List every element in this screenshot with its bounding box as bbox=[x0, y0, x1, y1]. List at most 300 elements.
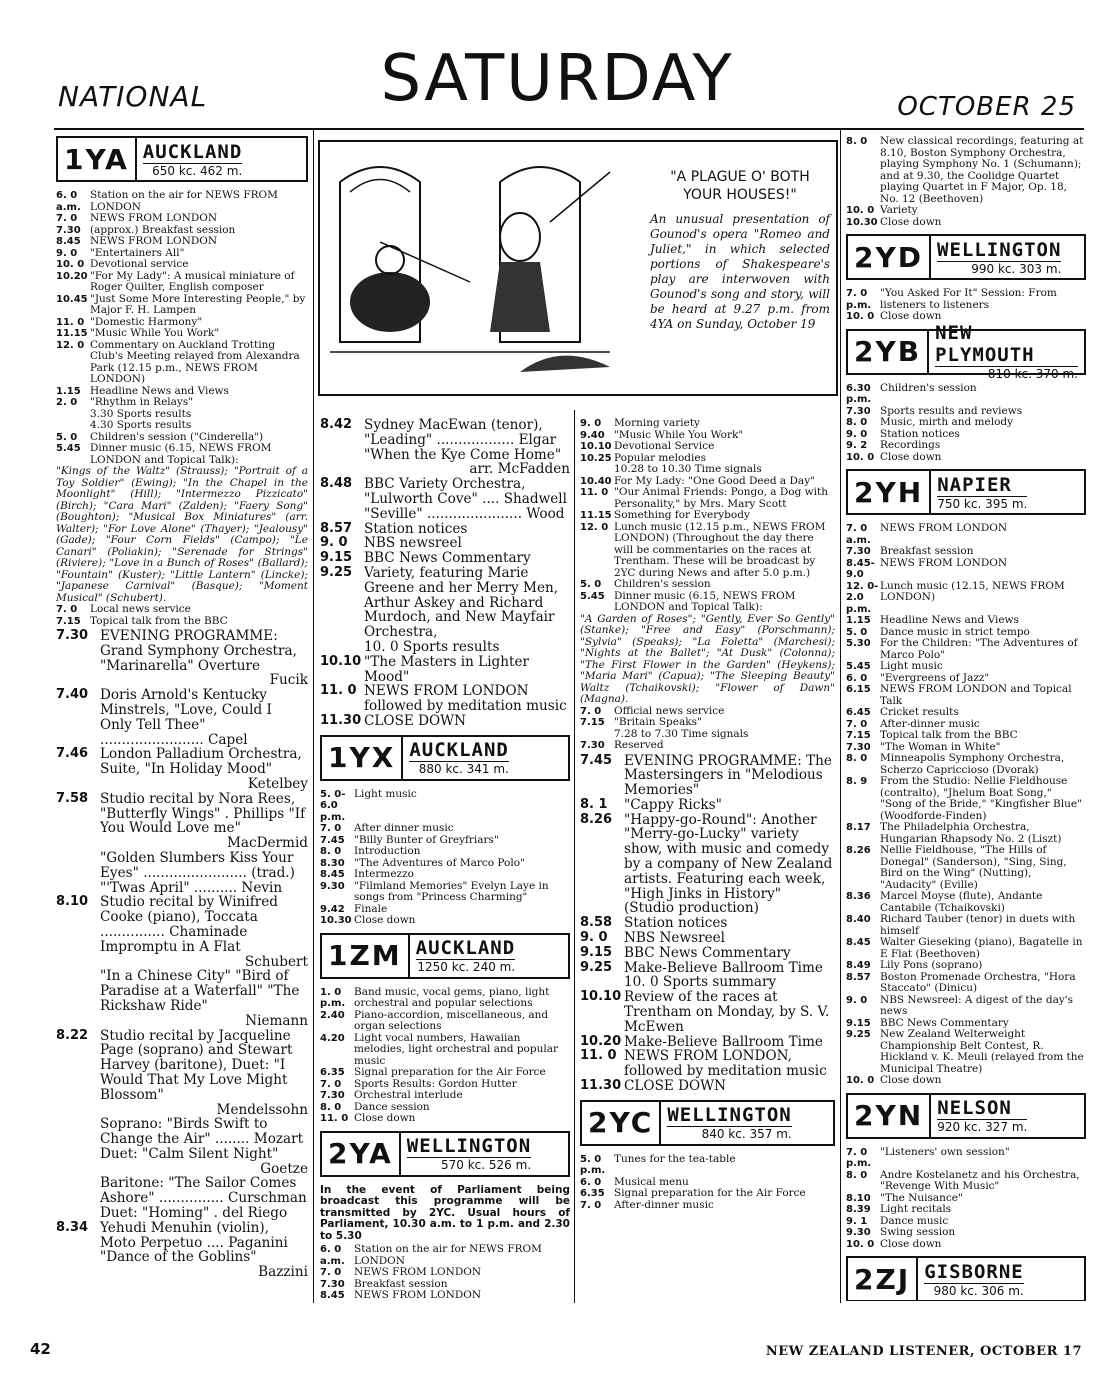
entry-description: Local news service bbox=[90, 603, 191, 615]
entry-time: 9.25 bbox=[846, 1029, 871, 1040]
entry-description: New Zealand Welterweight Championship Belt Contest, R. Hickland v. K. Meuli (relayed from the Municipal Theatre) bbox=[880, 1028, 1084, 1075]
entry-description: Close down bbox=[354, 1112, 416, 1125]
entry-description: CLOSE DOWN bbox=[364, 712, 467, 729]
schedule-entry bbox=[56, 443, 308, 466]
schedule-entry bbox=[56, 259, 308, 271]
station-city: GISBORNE bbox=[924, 1260, 1024, 1283]
entry-description: Close down bbox=[880, 215, 942, 228]
entry-time: 8.10 bbox=[846, 1192, 871, 1204]
entry-description: "Happy-go-Round": Another "Merry-go-Lucky" variety show, with music and comedy by a company of New Zealand artists. Featuring each week, "High Jinks in History" (Studio production) bbox=[624, 811, 833, 917]
entry-description: Topical talk from the BBC bbox=[90, 614, 228, 627]
schedule-entry bbox=[56, 792, 308, 836]
schedule-entry bbox=[846, 995, 1086, 1018]
schedule-entry bbox=[320, 551, 570, 566]
entry-description: Popular melodies bbox=[614, 451, 706, 464]
schedule-entry bbox=[580, 418, 835, 430]
entry-description: "Music While You Work" bbox=[614, 428, 744, 441]
entry-description: "Rhythm in Relays" bbox=[90, 396, 194, 408]
promo-text bbox=[650, 168, 830, 332]
schedule-entry bbox=[320, 684, 570, 714]
entry-time: 9.15 bbox=[320, 550, 353, 566]
entry-time: 9. 2 bbox=[846, 440, 868, 451]
entry-time: 9. 0 bbox=[846, 428, 868, 440]
entry-description: BBC News Commentary bbox=[880, 1016, 1009, 1029]
entry-description: For My Lady: "One Good Deed a Day" bbox=[614, 474, 815, 487]
column-4 bbox=[846, 136, 1086, 1301]
schedule-entry bbox=[846, 753, 1086, 776]
entry-time: 2. 0 bbox=[56, 397, 78, 408]
station-frequency: 750 kc. 395 m. bbox=[937, 496, 1028, 511]
schedule-entry bbox=[56, 397, 308, 409]
entry-time: 6.15 bbox=[846, 684, 871, 695]
entry-description: Lily Pons (soprano) bbox=[880, 959, 983, 971]
station-logo: 2YD bbox=[848, 236, 931, 278]
entry-description: NEWS FROM LONDON bbox=[90, 235, 218, 247]
entry-time: 8.57 bbox=[846, 971, 871, 983]
entry-time: 10.20 bbox=[56, 270, 88, 282]
entry-description: NBS Newsreel: A digest of the day's news bbox=[880, 993, 1074, 1017]
station-header-2ya bbox=[320, 1131, 570, 1177]
entry-time: 10.10 bbox=[580, 989, 622, 1005]
entry-description: Headline News and Views bbox=[880, 614, 1019, 626]
entry-description: Intermezzo bbox=[354, 868, 414, 881]
entry-composer: Goetze bbox=[260, 1160, 308, 1177]
entry-time: 10.10 bbox=[320, 653, 362, 669]
schedule-entry bbox=[846, 1227, 1086, 1239]
entry-description: "The Nuisance" bbox=[880, 1191, 963, 1204]
entry-description: Children's session bbox=[880, 381, 977, 394]
entry-time bbox=[56, 420, 90, 432]
station-logo: 2YB bbox=[848, 331, 929, 373]
entry-description: EVENING PROGRAMME: Grand Symphony Orchestra, "Marinarella" Overture bbox=[100, 628, 297, 674]
entry-description: "The Adventures of Marco Polo" bbox=[354, 856, 525, 869]
entry-description: Minneapolis Symphony Orchestra, Scherzo Capriccioso (Dvorak) bbox=[880, 752, 1065, 776]
entry-time: 9.15 bbox=[846, 1017, 871, 1029]
entry-time: 5. 0 bbox=[56, 431, 78, 443]
entry-description: Light music bbox=[354, 787, 417, 800]
entry-time: 11.15 bbox=[580, 510, 612, 521]
schedule-entry bbox=[580, 464, 835, 476]
schedule-entry bbox=[320, 566, 570, 640]
schedule-entry bbox=[580, 1079, 835, 1094]
schedule-entry bbox=[580, 961, 835, 976]
entry-description: NBS Newsreel bbox=[624, 930, 726, 947]
entry-time: 5.45 bbox=[56, 443, 81, 454]
schedule-entry bbox=[320, 869, 570, 881]
entry-description: NEWS FROM LONDON bbox=[354, 1289, 482, 1301]
entry-description: Richard Tauber (tenor) in duets with himself bbox=[880, 913, 1076, 937]
entry-description: BBC Variety Orchestra, "Lulworth Cove" .... Shadwell "Seville" ...................... Wood bbox=[364, 476, 567, 522]
station-logo: 2YN bbox=[848, 1095, 931, 1137]
entry-time: 7.30 bbox=[320, 1090, 345, 1102]
schedule-entry bbox=[580, 487, 835, 510]
entry-time bbox=[56, 851, 100, 895]
schedule-entry bbox=[846, 960, 1086, 972]
entry-description: Signal preparation for the Air Force bbox=[614, 1187, 806, 1200]
schedule-entry bbox=[846, 822, 1086, 845]
entry-description: Lunch music (12.15, NEWS FROM LONDON) bbox=[880, 579, 1065, 603]
entry-time: 9.30 bbox=[846, 1227, 871, 1238]
schedule-entry bbox=[580, 441, 835, 453]
schedule-entry bbox=[846, 937, 1086, 960]
entry-time bbox=[56, 1176, 100, 1220]
entry-time: 6. 0 bbox=[580, 1176, 602, 1188]
entry-description: Something for Everybody bbox=[614, 509, 750, 521]
entry-time: 8.45 bbox=[846, 937, 871, 948]
entry-composer: Mendelssohn bbox=[216, 1101, 308, 1118]
entry-time: 8. 0 bbox=[320, 846, 342, 858]
column-3 bbox=[580, 418, 835, 1301]
entry-time: 9. 0 bbox=[580, 930, 608, 946]
entry-time: 8.26 bbox=[580, 811, 613, 827]
entry-time: 7. 0 a.m. bbox=[846, 523, 871, 546]
entry-time: 10.40 bbox=[580, 475, 612, 487]
entry-description: BBC News Commentary bbox=[624, 944, 791, 961]
entry-time: 4.20 bbox=[320, 1032, 345, 1044]
schedule-entry bbox=[846, 1029, 1086, 1075]
entry-time: 7.30 bbox=[56, 628, 89, 643]
schedule-entry bbox=[56, 236, 308, 248]
entry-time: 11.15 bbox=[56, 328, 88, 339]
entry-description: Station notices bbox=[624, 915, 728, 932]
entry-time: 12. 0-2.0 p.m. bbox=[846, 580, 879, 615]
schedule-entry bbox=[846, 523, 1086, 546]
entry-time: 11. 0 bbox=[56, 316, 85, 328]
schedule-entry bbox=[846, 845, 1086, 891]
schedule-entry bbox=[846, 1147, 1086, 1170]
promo-body: An unusual presentation of Gounod's opera "Romeo and Juliet," in which selected portions of Shakespeare's play are interwoven with Gounod's song and story, will be heard at 9.27 p.m. from 4YA on Sunday, October 19 bbox=[650, 212, 830, 331]
schedule-entry bbox=[846, 581, 1086, 616]
entry-time: 9. 0 bbox=[580, 418, 602, 429]
station-city: NEW PLYMOUTH bbox=[935, 322, 1078, 367]
schedule-entry bbox=[56, 294, 308, 317]
entry-time: 7.30 bbox=[846, 546, 871, 557]
schedule-entry bbox=[846, 1075, 1086, 1087]
schedule-entry bbox=[846, 440, 1086, 452]
dinner-music-list: "Kings of the Waltz" (Strauss); "Portrait of a Toy Soldier" (Ewing); "In the Chapel in the Moonlight" (Hill); "Intermezzo Pizzicato" (Birch); "Cara Mari" (Zalden); "Faery Song" (Boughton); "Musical Box Miniatures" (arr. Walter); "For Love Alone" (Thayer); "Jealousy" (Gade); "Four Corn Fields" (Campo); "Le Canari" (Poliakin); "Serenade for Strings" (Riviere); "Love in a Bunch of Roses" (Ballard); "Fountain" (Kuster); "Little Lantern" (Lincke); "Japanese Carnival" (Basque); "Moment Musical" (Schubert). bbox=[56, 465, 308, 604]
entry-time: 8.45-9.0 bbox=[846, 557, 875, 580]
schedule-entry bbox=[320, 477, 570, 521]
entry-time: 8. 0 bbox=[846, 1169, 868, 1181]
entry-time: 11. 0 bbox=[320, 1113, 349, 1125]
entry-description: Music, mirth and melody bbox=[880, 416, 1014, 428]
entry-description: Review of the races at Trentham on Monday, by S. V. McEwen bbox=[624, 989, 830, 1035]
entry-description: "Cappy Ricks" bbox=[624, 796, 722, 813]
entry-description: NEWS FROM LONDON bbox=[880, 522, 1008, 534]
opera-illustration bbox=[318, 140, 838, 396]
schedule-entry bbox=[580, 740, 835, 752]
entry-time: 8.34 bbox=[56, 1219, 89, 1235]
station-header-2yd bbox=[846, 234, 1086, 280]
header-rule bbox=[54, 128, 1084, 130]
schedule-entry bbox=[580, 717, 835, 729]
entry-description: Walter Gieseking (piano), Bagatelle in E Flat (Beethoven) bbox=[880, 936, 1083, 960]
schedule-entry bbox=[320, 1267, 570, 1279]
entry-description: 10.28 to 10.30 Time signals bbox=[614, 463, 762, 475]
schedule-entry bbox=[846, 288, 1086, 311]
entry-description: Piano-accordion, miscellaneous, and organ selections bbox=[354, 1008, 549, 1033]
entry-description: For the Children: "The Adventures of Marco Polo" bbox=[880, 637, 1078, 661]
schedule-entry bbox=[56, 688, 308, 747]
entry-description: Studio recital by Jacqueline Page (soprano) and Stewart Harvey (baritone), Duet: "I Would That My Love Might Blossom" bbox=[100, 1027, 293, 1103]
schedule-entry bbox=[846, 417, 1086, 429]
schedule-entry bbox=[56, 213, 308, 225]
entry-description: EVENING PROGRAMME: The Mastersingers in "Melodious Memories" bbox=[624, 752, 832, 799]
entry-time: 7.30 bbox=[846, 405, 871, 417]
entry-time: 8.45 bbox=[56, 236, 81, 247]
entry-description: Finale bbox=[354, 902, 388, 915]
schedule-entry bbox=[580, 754, 835, 798]
entry-description: "Entertainers All" bbox=[90, 246, 185, 259]
entry-description: BBC News Commentary bbox=[364, 550, 531, 567]
entry-description: Doris Arnold's Kentucky Minstrels, "Love, Could I Only Tell Thee" ........................ Capel bbox=[100, 687, 272, 748]
entry-time: 5. 0 p.m. bbox=[580, 1153, 606, 1177]
entry-time: 8.42 bbox=[320, 418, 353, 432]
entry-time: 1. 0 p.m. bbox=[320, 986, 346, 1010]
schedule-entry bbox=[846, 311, 1086, 323]
entry-time: 11.30 bbox=[580, 1078, 622, 1094]
entry-description: Signal preparation for the Air Force bbox=[354, 1066, 546, 1079]
entry-description: Boston Promenade Orchestra, "Hora Staccato" (Dinicu) bbox=[880, 970, 1076, 994]
station-frequency: 570 kc. 526 m. bbox=[441, 1158, 532, 1173]
entry-time: 5.30 bbox=[846, 638, 871, 649]
entry-time: 8. 0 bbox=[320, 1101, 342, 1113]
entry-time: 7.30 bbox=[56, 224, 81, 236]
entry-description: Orchestral interlude bbox=[354, 1089, 463, 1102]
schedule-list bbox=[56, 190, 308, 627]
entry-time bbox=[56, 969, 100, 1013]
schedule-entry bbox=[580, 579, 835, 591]
entry-description: 7.28 to 7.30 Time signals bbox=[614, 727, 749, 740]
entry-time: 8.17 bbox=[846, 822, 871, 833]
entry-time: 11. 0 bbox=[580, 1048, 617, 1064]
entry-description: Breakfast session bbox=[354, 1277, 448, 1290]
schedule-entry bbox=[56, 604, 308, 616]
entry-time: 5.45 bbox=[580, 590, 605, 602]
schedule-entry bbox=[56, 747, 308, 777]
entry-description: Devotional Service bbox=[614, 440, 715, 452]
entry-time: 7.58 bbox=[56, 790, 89, 806]
entry-description: Make-Believe Ballroom Time bbox=[624, 1033, 823, 1050]
entry-time bbox=[580, 464, 614, 476]
entry-description: NBS newsreel bbox=[364, 535, 462, 552]
entry-time: 7. 0 bbox=[580, 705, 602, 717]
entry-time: 8.40 bbox=[846, 914, 871, 925]
station-city: WELLINGTON bbox=[667, 1104, 792, 1127]
station-logo: 2YC bbox=[582, 1102, 661, 1144]
schedule-entry bbox=[56, 616, 308, 628]
station-logo: 1YA bbox=[58, 138, 137, 180]
station-header-2zj bbox=[846, 1256, 1086, 1301]
entry-time: 10.30 bbox=[846, 216, 878, 228]
schedule-entry bbox=[320, 522, 570, 537]
promo-title: "A PLAGUE O' BOTH YOUR HOUSES!" bbox=[670, 169, 810, 203]
entry-time: 10.20 bbox=[580, 1033, 622, 1049]
entry-description: London Palladium Orchestra, Suite, "In Holiday Mood" bbox=[100, 746, 302, 778]
entry-description: Breakfast session bbox=[880, 545, 974, 557]
entry-description: Station on the air for NEWS FROM LONDON bbox=[354, 1243, 542, 1267]
entry-time: 8.45 bbox=[320, 869, 345, 881]
station-header-2yb bbox=[846, 322, 1086, 381]
schedule-entry bbox=[580, 1154, 835, 1177]
schedule-entry bbox=[846, 684, 1086, 707]
entry-description: Studio recital by Nora Rees, "Butterfly Wings" . Phillips "If You Would Love me" bbox=[100, 790, 306, 837]
entry-description: NEWS FROM LONDON, followed by meditation music bbox=[624, 1048, 827, 1080]
entry-time: 6.45 bbox=[846, 707, 871, 718]
entry-time: 7. 0 bbox=[320, 823, 342, 835]
entry-time: 10.45 bbox=[56, 293, 88, 305]
column-divider bbox=[574, 410, 575, 1303]
parliament-notice: In the event of Parliament being broadcast this programme will be transmitted by 2YC. Usual hours of Parliament, 10.30 a.m. to 1 p.m. and 2.30 to 5.30 bbox=[320, 1183, 570, 1242]
header-day: SATURDAY bbox=[380, 42, 734, 116]
schedule-entry bbox=[846, 217, 1086, 229]
entry-time bbox=[56, 1117, 100, 1161]
entry-time: 7.30 bbox=[846, 741, 871, 753]
entry-description: Make-Believe Ballroom Time bbox=[624, 959, 823, 976]
station-frequency: 650 kc. 462 m. bbox=[152, 163, 243, 178]
entry-time bbox=[580, 729, 614, 741]
schedule-entry bbox=[320, 987, 570, 1010]
station-frequency: 980 kc. 306 m. bbox=[933, 1283, 1024, 1298]
entry-description: Close down bbox=[880, 310, 942, 322]
entry-time: 8. 0 bbox=[846, 136, 868, 147]
station-header-1ya bbox=[56, 136, 308, 182]
entry-description: Tunes for the tea-table bbox=[614, 1152, 736, 1165]
entry-description: Cricket results bbox=[880, 706, 959, 718]
station-frequency: 990 kc. 303 m. bbox=[971, 261, 1062, 276]
entry-time: 7. 0 p.m. bbox=[846, 1146, 872, 1169]
entry-description: After-dinner music bbox=[614, 1198, 714, 1211]
station-frequency: 810 kc. 370 m. bbox=[987, 367, 1078, 381]
entry-time: 9.30 bbox=[320, 880, 345, 892]
schedule-entry bbox=[580, 510, 835, 522]
entry-description: Station notices bbox=[364, 520, 468, 537]
schedule-entry bbox=[320, 1010, 570, 1033]
entry-description: "Our Animal Friends: Pongo, a Dog with Personality," by Mrs. Mary Scott bbox=[614, 486, 828, 510]
entry-description: Variety bbox=[880, 204, 918, 216]
entry-time: 10. 0 bbox=[846, 451, 875, 463]
publication-footer: NEW ZEALAND LISTENER, OCTOBER 17 bbox=[765, 1344, 1082, 1359]
entry-time: 10. 0 bbox=[846, 1075, 875, 1086]
entry-description: "Music While You Work" bbox=[90, 327, 220, 339]
entry-description: After-dinner music bbox=[880, 717, 980, 730]
entry-time: 7.15 bbox=[56, 615, 81, 627]
column-divider bbox=[840, 128, 841, 1303]
schedule-entry bbox=[320, 1033, 570, 1068]
station-logo: 1ZM bbox=[322, 935, 410, 977]
schedule-entry bbox=[846, 730, 1086, 742]
entry-time: 9.25 bbox=[320, 564, 353, 580]
column-1yA bbox=[56, 136, 308, 1301]
schedule-entry bbox=[320, 655, 570, 685]
schedule-entry bbox=[846, 558, 1086, 581]
schedule-entry bbox=[56, 328, 308, 340]
station-city: NELSON bbox=[937, 1097, 1027, 1120]
schedule-entry bbox=[320, 1113, 570, 1125]
romeo-juliet-drawing-icon bbox=[320, 142, 620, 394]
entry-time: 7.30 bbox=[580, 740, 605, 751]
entry-time: 8. 0 bbox=[846, 753, 868, 764]
entry-time: 7. 0 bbox=[320, 1078, 342, 1090]
schedule-entry bbox=[320, 915, 570, 927]
entry-description: "Listeners' own session" bbox=[880, 1145, 1010, 1158]
entry-description: Morning variety bbox=[614, 418, 700, 429]
entry-description: Topical talk from the BBC bbox=[880, 729, 1018, 741]
entry-time: 7. 0 bbox=[580, 1199, 602, 1211]
entry-time: 8.58 bbox=[580, 915, 613, 931]
entry-description: Official news service bbox=[614, 704, 725, 717]
schedule-entry bbox=[580, 591, 835, 614]
entry-description: Sports Results: Gordon Hutter bbox=[354, 1077, 517, 1090]
entry-description: (approx.) Breakfast session bbox=[90, 223, 236, 236]
entry-time: 8.49 bbox=[846, 960, 871, 971]
entry-time: 10. 0 bbox=[846, 1238, 875, 1250]
entry-description: Headline News and Views bbox=[90, 384, 229, 397]
schedule-entry bbox=[320, 1090, 570, 1102]
entry-time: 6. 0 a.m. bbox=[320, 1244, 345, 1267]
entry-time: 8.22 bbox=[56, 1027, 89, 1043]
station-header-2yn bbox=[846, 1093, 1086, 1139]
entry-composer: arr. McFadden bbox=[469, 461, 570, 478]
station-city: AUCKLAND bbox=[409, 739, 509, 762]
schedule-entry bbox=[320, 536, 570, 551]
entry-time: 8.48 bbox=[320, 476, 353, 492]
entry-description: CLOSE DOWN bbox=[624, 1078, 727, 1095]
entry-description: Light music bbox=[880, 660, 943, 672]
entry-time: 8. 9 bbox=[846, 776, 868, 787]
schedule-entry bbox=[56, 1029, 308, 1103]
entry-description: New classical recordings, featuring at 8.10, Boston Symphony Orchestra, playing Symphony No. 1 (Schumann); and at 9.30, the Coolidge Quartet playing Quartet in F Major, Op. 18, No. 12 (Beethoven) bbox=[880, 136, 1084, 205]
schedule-entry bbox=[320, 881, 570, 904]
entry-time: 9. 0 bbox=[320, 535, 348, 551]
schedule-entry bbox=[320, 846, 570, 858]
station-city: AUCKLAND bbox=[142, 140, 243, 163]
entry-description: Station on the air for NEWS FROM LONDON bbox=[90, 189, 278, 213]
station-logo: 2YA bbox=[322, 1133, 401, 1175]
entry-description: Close down bbox=[354, 914, 416, 927]
schedule-entry bbox=[846, 661, 1086, 673]
entry-composer: Niemann bbox=[245, 1012, 308, 1029]
schedule-entry bbox=[580, 946, 835, 961]
entry-composer: Ketelbey bbox=[247, 775, 308, 792]
entry-time: 5.45 bbox=[846, 661, 871, 672]
evening-programme bbox=[56, 629, 308, 1280]
entry-description: Baritone: "The Sailor Comes Ashore" ............... Curschman Duet: "Homing" . del Riego bbox=[100, 1175, 307, 1222]
entry-description: "You Asked For It" Session: From listeners to listeners bbox=[880, 287, 1057, 311]
entry-time: 1.15 bbox=[846, 615, 871, 626]
entry-time: 10.10 bbox=[580, 441, 612, 452]
evening-programme-cont bbox=[320, 418, 570, 729]
schedule-entry bbox=[56, 1117, 308, 1161]
schedule-entry bbox=[320, 1244, 570, 1267]
station-frequency: 840 kc. 357 m. bbox=[701, 1127, 792, 1142]
entry-time: 7.45 bbox=[320, 834, 345, 846]
schedule-entry bbox=[846, 136, 1086, 205]
entry-description: The Philadelphia Orchestra, Hungarian Rhapsody No. 2 (Liszt) bbox=[880, 821, 1062, 845]
entry-time: 9.40 bbox=[580, 429, 605, 441]
entry-time: 7. 0 bbox=[846, 718, 868, 730]
schedule-entry bbox=[846, 776, 1086, 822]
schedule-entry bbox=[580, 813, 835, 917]
schedule-entry bbox=[846, 914, 1086, 937]
schedule-entry bbox=[56, 895, 308, 954]
schedule-entry bbox=[846, 452, 1086, 464]
schedule-entry bbox=[846, 638, 1086, 661]
entry-description: Dance session bbox=[354, 1100, 430, 1113]
entry-description: Close down bbox=[880, 1237, 942, 1250]
schedule-entry bbox=[580, 1035, 835, 1050]
entry-time: 11. 0 bbox=[580, 487, 609, 498]
